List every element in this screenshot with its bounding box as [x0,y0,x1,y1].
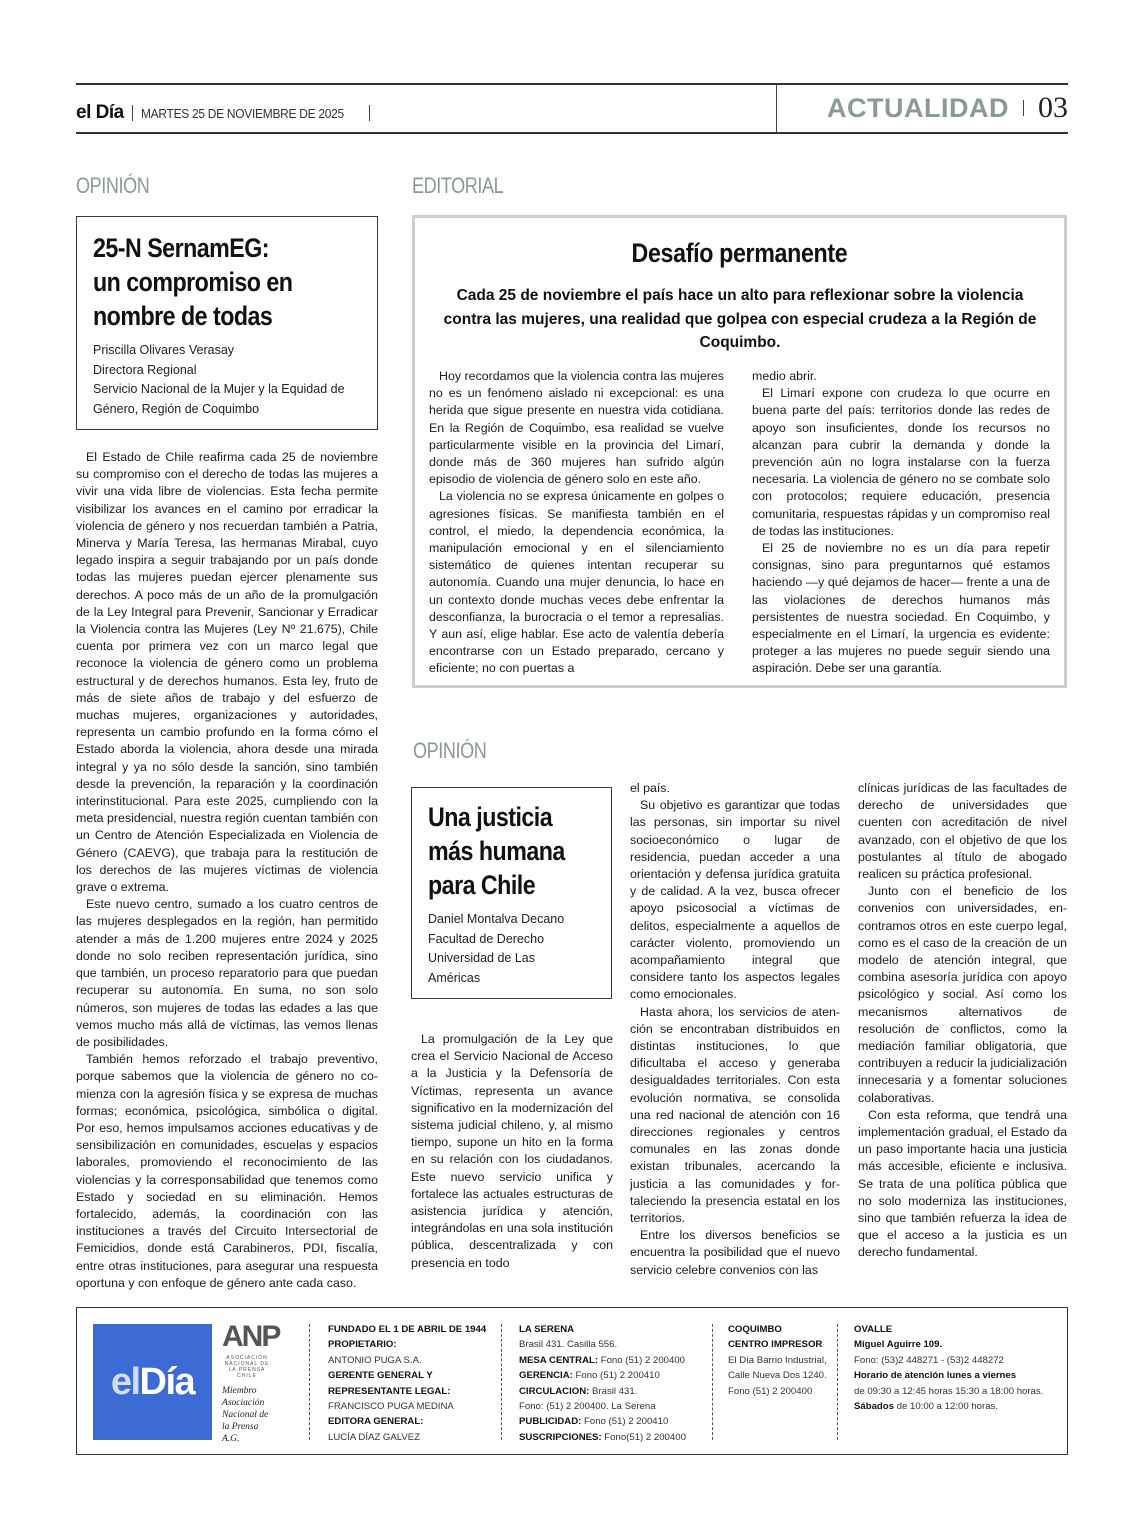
line-value: Fono: (51) 2 200400. La Serena [519,1401,656,1413]
member-line: Nacional de [222,1410,269,1420]
line-label: PUBLICIDAD: [519,1416,582,1428]
line-value: Fono (51) 2 200410 [572,1370,660,1382]
saturday-hours [854,1399,1064,1414]
opinion-kicker: OPINIÓN [413,738,487,763]
issue-date: MARTES 25 DE NOVIEMBRE DE 2025 [140,105,344,121]
office-line [519,1399,709,1414]
office-line: Calle Nueva Dos 1240. [728,1370,827,1382]
author-org: Américas [428,970,481,985]
opinion-headline-box [76,216,378,430]
line-value: Brasil 431. [589,1385,638,1397]
line-label: CIRCULACION: [519,1385,590,1397]
credit-label: EDITORA GENERAL: [328,1416,424,1428]
title-line: Una justicia [428,802,553,832]
saturday-label: Sábados [854,1401,894,1413]
editorial-deck: Cada 25 de noviembre el país hace un alto para reflexionar sobre la violencia contra las mujeres, una realidad que golpea con especial crudeza a la Región de Coquimbo. [443,287,1037,351]
credit-value: FRANCISCO PUGA MEDINA [328,1401,454,1413]
la-serena-column [519,1322,709,1445]
member-line: Miembro [222,1386,257,1396]
header-bottom-rule [76,132,1068,134]
masthead [76,100,370,126]
credit-label: GERENTE GENERAL Y [328,1370,433,1382]
member-line: A.G. [222,1434,240,1444]
section-header [827,90,1068,126]
credits-column [328,1322,508,1445]
office-phone: Fono: (53)2 448271 - (53)2 448272 [854,1354,1004,1366]
dashed-divider [501,1324,502,1440]
dashed-divider [309,1324,310,1440]
opinion-headline-box [411,787,612,999]
member-line: Asociación [222,1398,265,1408]
line-label: MESA CENTRAL: [519,1354,599,1366]
author-byline [428,910,595,988]
credit-value: LUCÍA DÍAZ GALVEZ [328,1431,421,1443]
member-line: la Prensa [222,1422,259,1432]
title-line: 25-N SernamEG: [93,233,270,263]
office-subtitle: CENTRO IMPRESOR [728,1339,823,1351]
line-label: GERENCIA: [519,1370,573,1382]
opinion2-column-1 [411,1031,613,1272]
office-address: Miguel Aguirre 109. [854,1339,943,1351]
opinion-title [93,231,361,333]
paragraph: el país. [630,781,670,795]
office-line [519,1368,709,1383]
member-note [222,1385,292,1445]
saturday-value: de 10:00 a 12:00 horas. [894,1401,999,1413]
office-line [519,1384,709,1399]
paragraph: La violencia no se expresa únicamente en golpes o agresiones físicas. Se manifiesta también en el control, el miedo, la dependencia económica, la manipulación emocional y en el silenciamiento sistemático de quienes intentan recuperar su autonomía. Cuando una mujer denuncia, lo hace en un contexto donde muchas veces debe enfrentar la desconfianza, la burocracia o el temor a represalias. Y aun así, elige hablar. Ese acto de valentía debería encontrarse con un Estado preparado, cercano y eficiente; no con puertas a [429,489,724,676]
paragraph: La promulgación de la Ley que crea el Servicio Nacional de Acceso a la Justicia y la Defensoría de Víctimas, representa un avance significativo en la modernización del sistema judicial chileno, y, al mismo tiempo, supone un hito en la forma en su relación con los ciudadanos. Este nuevo servicio unifica y fortalece las actuales estructuras de asistencia jurídica y atención, integrándolas en una sola institución pública, descentralizada y con presencia en todo [411,1032,613,1270]
header-divider [776,84,777,133]
paragraph: Hoy recordamos que la violencia contra las mujeres no es un fenómeno aislado ni excepcional: es una herida que sigue presente en nuestra vida cotidiana. En la Región de Coquimbo, esa realidad se vuelve particularmente visible en la provincia del Limarí, donde más de 360 mujeres han sufrido algún episodio de violencia de género solo en este año. [429,369,724,487]
credit-label: PROPIETARIO: [328,1339,397,1351]
editorial-kicker: EDITORIAL [412,173,504,198]
title-line: nombre de todas [93,301,273,331]
author-name: Priscilla Olivares Verasay [93,343,235,357]
page-number: 03 [1038,91,1068,124]
line-value: Fono (51) 2 200410 [581,1416,669,1428]
paragraph: clínicas jurídicas de las facultades de derecho de universidades que cuenten con acreditación de nivel avanzado, con el objetivo de que los postulantes al título de abogado realicen su práctica profesional. [858,781,1067,882]
office-title: COQUIMBO [728,1324,782,1335]
author-name: Daniel Montalva Decano [428,912,565,926]
line-value: Brasil 431. Casilla 556. [519,1339,618,1351]
author-org: Servicio Nacional de la Mujer y la Equidad de [93,382,345,396]
office-line: El Día Barrio Industrial, [728,1354,827,1366]
editorial-column-2 [752,368,1050,678]
office-line: Fono (51) 2 200400 [728,1385,813,1397]
author-org: Género, Región de Coquimbo [93,401,260,416]
office-title: LA SERENA [519,1324,575,1335]
hours-value: de 09:30 a 12:45 horas 15:30 a 18:00 horas. [854,1385,1044,1397]
header-top-rule [76,83,1068,85]
editorial-box [412,215,1067,688]
el-dia-logo [93,1324,212,1440]
office-line [519,1337,709,1352]
opinion-kicker: OPINIÓN [76,173,150,198]
office-line [519,1414,709,1429]
anp-logo-icon: ANP [222,1320,280,1353]
logo-text: Día [139,1360,195,1403]
line-value: Fono (51) 2 200400 [598,1354,686,1366]
coquimbo-column [728,1322,838,1399]
paragraph: medio abrir. [752,369,817,383]
paragraph: También hemos reforzado el trabajo preventivo, porque sabemos que la violencia de género no comienza con la agresión física y se expresa de muchas formas; económica, psicológica, simbólica o digital. Por eso, hemos impulsamos acciones educativas y de sensibilización en comunidades, escuelas y espacios laborales, promoviendo el reconocimiento de las violencias y la corresponsabilidad que tenemos como Estado y sociedad en su eliminación. Hemos fortalecido, además, la coordinación con las instituciones a través del Circuito Intersectorial de Femicidios, donde está Carabineros, PDI, fiscalía, entre otras instituciones, para asegurar una respuesta oportuna y con enfoque de género ante cada caso. [76,1052,378,1290]
paragraph: El 25 de noviembre no es un día para repetir consignas, sino para preguntarnos qué estamos haciendo —y qué dejamos de hacer— frente a una de las violaciones de derechos humanos más persistentes de nuestra sociedad. En Coquimbo, y especialmente en el Limarí, la urgencia es evidente: proteger a las mujeres no puede seguir siendo una aspiración. Debe ser una garantía. [752,541,1050,676]
title-line: un compromiso en [93,267,293,297]
divider [132,105,133,121]
title-line: más humana [428,836,565,866]
paragraph: El Limarí expone con crudeza lo que ocurre en buena parte del país: territorios donde las redes de apoyo son insuficientes, donde los recursos no alcanzan para cubrir la demanda y donde la prevención aún no logra instalarse con la fuerza necesaria. La violencia de género no se combate solo con protocolos; requiere educación, presencia comunitaria, respuestas rápidas y un compromiso real de todas las instituciones. [752,386,1050,538]
office-line [519,1353,709,1368]
paragraph: Con esta reforma, que tendrá una implementación gradual, el Estado da un paso importante hacia una justicia más accesible, eficiente e inclusiva. Se trata de una política pública que no solo moderniza las instituciones, sino que también refuerza la idea de que el acceso a la justicia es un derecho fundamental. [858,1107,1067,1260]
ovalle-column [854,1322,1064,1414]
credit-label: REPRESENTANTE LEGAL: [328,1385,451,1397]
dashed-divider [712,1324,713,1440]
office-title: OVALLE [854,1324,893,1335]
opinion-body [76,449,378,1292]
editorial-title [415,238,1064,269]
office-line [519,1430,709,1445]
anp-association [222,1322,292,1445]
divider [1023,100,1024,116]
anp-caption: ASOCIACIÓN NACIONAL DE LA PRENSA CHILE [224,1355,270,1379]
paragraph: Su objetivo es garantizar que todas las personas, sin importar su nivel socioeconómico o lugar de residencia, puedan acceder a una orientación y defensa jurídica gratuita y de calidad. A la vez, busca ofrecer apoyo psicosocial a víctimas de delitos, especialmente a aquellos de carácter violento, promoviendo un acompañamiento integral que considere tanto los aspectos legales como emocionales. [630,798,840,1002]
opinion2-column-2 [630,780,840,1279]
editorial-column-1 [429,368,724,678]
author-org: Universidad de Las [428,951,536,965]
paragraph: El Estado de Chile reafirma cada 25 de noviembre su compromiso con el derecho de todas las mujeres a vivir una vida libre de violencias. Esta fecha permite visibilizar los avances en el camino por erradicar la violencia de género y nos recuerdan también a Patria, Minerva y María Teresa, las hermanas Mirabal, cuyo legado inspira a seguir trabajando por un país donde todas las mujeres puedan ejercer plenamente sus derechos. A poco más de un año de la promulgación de la Ley Integral para Prevenir, Sancionar y Erradicar la Violencia contra las Mujeres (Ley Nº 21.675), Chile cuenta por primera vez con un marco legal que reconoce la violencia de género como un problema estructural y de derechos humanos. Esta ley, fruto de más de siete años de trabajo y del esfuerzo de muchas mujeres, organizaciones y autoridades, representa un cambio profundo en la forma cómo el Estado aborda la violencia, ahora desde una mirada integral y ya no sólo desde la sanción, sino también desde la prevención, la reparación y la coordinación interinstitucional. Para este 2025, cumpliendo con la meta presidencial, nuestra región cuentan también con un Centro de Atención Especializada en Violencia de Género (CAEVG), que trabaja para la restitución de los derechos de las mujeres víctimas de violencia grave o extrema. [76,450,378,895]
paragraph: Este nuevo centro, sumado a los cuatro centros de las mujeres desplegados en la región, han permitido atender a más de 1.200 mujeres entre 2024 y 2025 donde no solo reciben representación jurídica, sino que también, un proceso reparatorio para que puedan recuperar su autonomía. En suma, no son solo números, son mujeres de todas las edades a las que vemos mucho más allá de víctimas, las vemos llenas de posibilidades. [76,897,378,1049]
editorial-title-text: Desafío permanente [631,238,848,268]
line-label: SUSCRIPCIONES: [519,1431,602,1443]
masthead-footer [76,1307,1068,1455]
hours-label: Horario de atención lunes a viernes [854,1370,1017,1382]
logo-text: el [110,1360,140,1403]
author-role: Facultad de Derecho [428,931,545,946]
title-line: para Chile [428,870,536,900]
section-name: ACTUALIDAD [827,92,1009,123]
paragraph: Entre los diversos beneficios se encuentra la posibilidad que el nuevo servicio celebre convenios con las [630,1228,840,1277]
dashed-divider [837,1324,838,1440]
line-value: Fono(51) 2 200400 [601,1431,686,1443]
credit-value: ANTONIO PUGA S.A. [328,1354,422,1366]
paragraph: Hasta ahora, los servicios de atención se encontraban distribuidos en distintas instituciones, lo que dificultaba el acceso y generaba desigualdades territoriales. Con esta evolución normativa, se consolida una red nacional de atención con 16 direcciones regionales y centros comunales en las zonas donde existan tribunales, acercando la justicia a las comunidades y fortaleciendo la presencia estatal en los territorios. [630,1004,840,1226]
author-byline [93,341,361,419]
brand-name: el Día [76,102,124,123]
paragraph: Junto con el beneficio de los convenios con universidades, encontramos otros en este cuerpo legal, como es el caso de la creación de un modelo de atención integral, que combina asesoría jurídica con apoyo psicológico y social. Así como los mecanismos alternativos de resolución de conflictos, como la mediación familiar obligatoria, que contribuyen a reducir la judicialización innecesaria y a fomentar soluciones colaborativas. [858,884,1067,1105]
founded-line: FUNDADO EL 1 DE ABRIL DE 1944 [328,1324,487,1335]
author-role: Directora Regional [93,362,197,377]
opinion-title [428,800,595,902]
opinion2-column-3 [858,780,1067,1262]
divider [369,105,370,121]
